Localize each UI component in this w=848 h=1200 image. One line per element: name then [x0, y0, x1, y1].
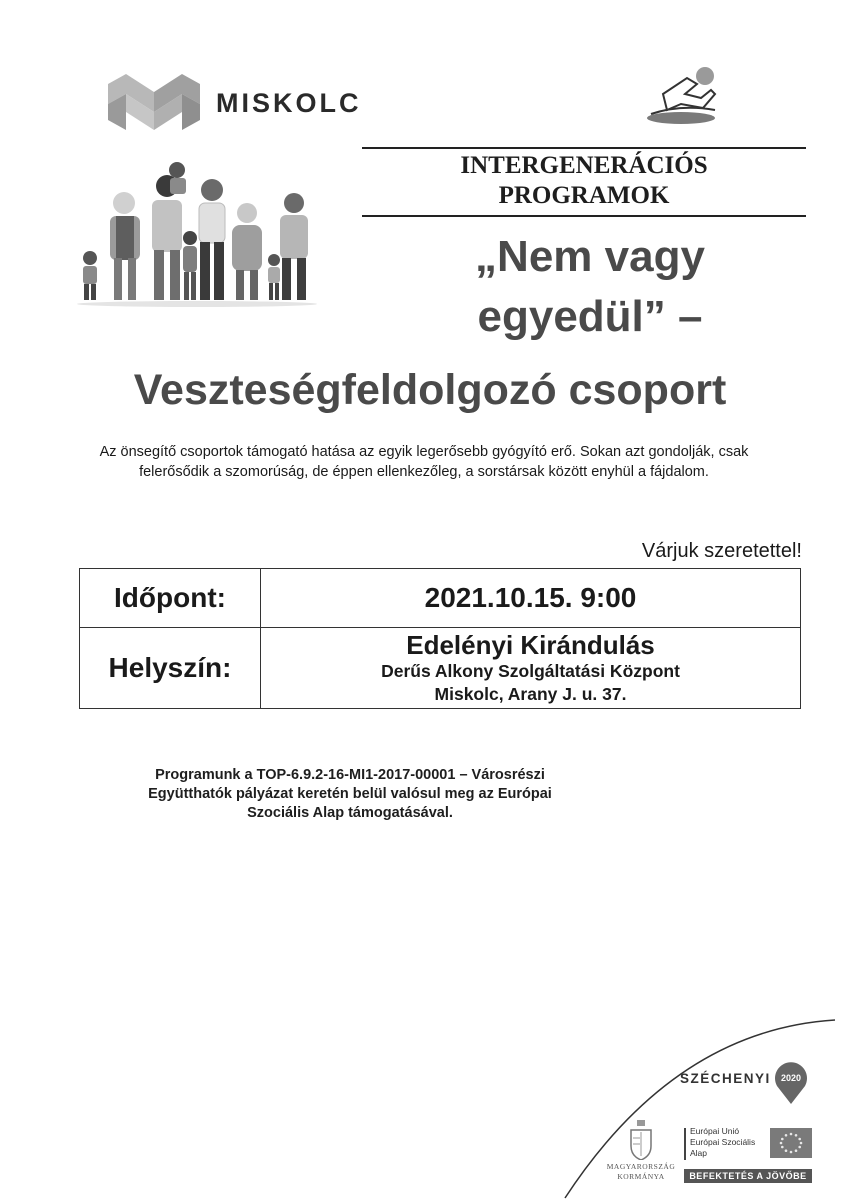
program-title [362, 151, 806, 211]
funding-line3: Szociális Alap támogatásával. [247, 805, 453, 821]
intro-line2: felerősődik a szomorúság, de éppen ellenkezőleg, a sorstársak között enyhül a fájdalom. [139, 464, 709, 480]
miskolc-logo-icon [108, 74, 200, 130]
eu-line3: Alap [690, 1148, 708, 1158]
funding-line2: Együtthatók pályázat keretén belül valósul meg az Európai [148, 786, 552, 802]
program-title-line1: INTERGENERÁCIÓS [460, 152, 708, 179]
skater-icon [645, 64, 730, 130]
time-row [80, 569, 801, 628]
eu-flag-icon [770, 1128, 812, 1158]
place-label: Helyszín: [80, 628, 261, 709]
header-rule-bottom [362, 215, 806, 217]
place-name: Edelényi Kirándulás [406, 630, 655, 660]
eu-text [690, 1126, 755, 1159]
intro-line1: Az önsegítő csoportok támogató hatása az egyik legerősebb gyógyító erő. Sokan azt gondolják, csak [99, 444, 749, 460]
intro-text [70, 442, 778, 482]
eu-banner: BEFEKTETÉS A JÖVŐBE [684, 1169, 812, 1183]
eu-divider [684, 1128, 686, 1160]
info-table [79, 568, 801, 709]
place-row [80, 628, 801, 709]
welcome-text: Várjuk szeretettel! [641, 540, 802, 562]
hungary-crest-icon [628, 1120, 654, 1160]
szechenyi-badge-text: 2020 [780, 1073, 802, 1083]
program-title-line2: PROGRAMOK [498, 182, 670, 209]
place-value [261, 628, 801, 709]
funding-text [70, 766, 630, 823]
family-illustration [72, 158, 322, 308]
main-title-line2: egyedül” – [477, 292, 703, 341]
place-line3: Miskolc, Arany J. u. 37. [434, 684, 627, 704]
eu-line2: Európai Szociális [690, 1137, 756, 1147]
szechenyi-pin-icon [773, 1060, 809, 1104]
gov-line1: MAGYARORSZÁG [606, 1162, 676, 1171]
main-title-line3: Veszteségfeldolgozó csoport [133, 366, 727, 414]
place-line2: Derűs Alkony Szolgáltatási Központ [381, 661, 680, 681]
header-rule-top [362, 147, 806, 149]
logo-text: MISKOLC [216, 88, 362, 118]
main-title-line1: „Nem vagy [475, 232, 705, 281]
time-label: Időpont: [80, 569, 261, 628]
time-value: 2021.10.15. 9:00 [261, 569, 801, 628]
gov-line2: KORMÁNYA [617, 1172, 665, 1181]
funding-line1: Programunk a TOP-6.9.2-16-MI1-2017-00001 – Városrészi [155, 767, 545, 783]
eu-line1: Európai Unió [690, 1126, 740, 1136]
szechenyi-text: SZÉCHENYI [680, 1071, 771, 1086]
government-text [601, 1162, 681, 1182]
